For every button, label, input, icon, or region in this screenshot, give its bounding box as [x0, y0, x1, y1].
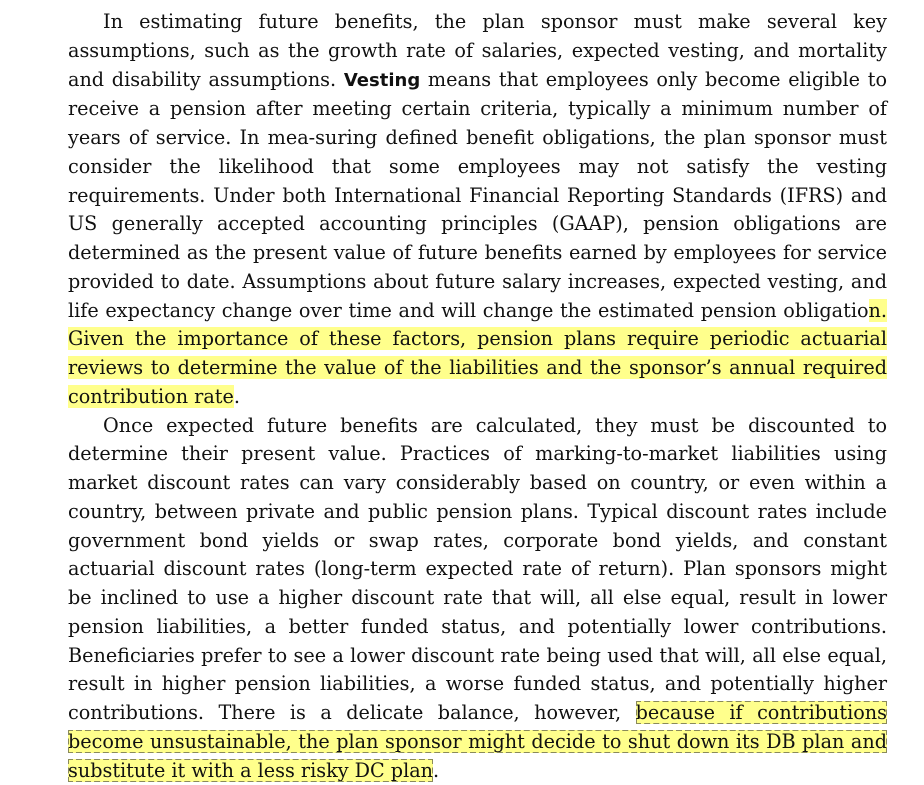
paragraph-text: In estimating future benefits, the plan sponsor must make several key assumptions, such as the growth rate of salaries, expected vesting, and mortality and disability assumptions.: [68, 10, 887, 91]
highlighted-text[interactable]: because if contributions become unsustainable, the plan sponsor might decide to shut down its DB plan and substitute it with a less risky DC plan: [68, 701, 887, 782]
paragraph-text: .: [234, 385, 240, 408]
paragraph-text: means that employees only become eligible to receive a pension after meeting certain criteria, typically a minimum number of years of service. In mea-suring defined benefit obligations, the plan sponsor must consider the likelihood that some employees may not satisfy the vesting requirements. Under both International Financial Reporting Standards (IFRS) and US generally accepted accounting principles (GAAP), pension obligations are determined as the present value of future benefits earned by employees for service provided to date. Assumptions about future salary increases, expected vesting, and life expectancy change over time and will change the estimated pension obligatio: [68, 68, 887, 322]
key-term-vesting: Vesting: [344, 70, 420, 91]
paragraph-text: .: [433, 759, 439, 782]
paragraph-discount-rates: [68, 412, 887, 785]
highlighted-text[interactable]: n. Given the importance of these factors, pension plans require periodic actuarial reviews to determine the value of the liabilities and the sponsor’s annual required contribution rate: [68, 299, 887, 408]
document-body: [68, 8, 887, 785]
paragraph-text: Once expected future benefits are calculated, they must be discounted to determine their present value. Practices of marking-to-market liabilities using market discount rates can vary considerably based on country, or even within a country, between private and public pension plans. Typical discount rates include government bond yields or swap rates, corporate bond yields, and constant actuarial discount rates (long-term expected rate of return). Plan sponsors might be inclined to use a higher discount rate that will, all else equal, result in lower pension liabilities, a better funded status, and potentially lower contributions. Beneficiaries prefer to see a lower discount rate being used that will, all else equal, result in higher pension liabilities, a worse funded status, and potentially higher contributions. There is a delicate balance, however,: [68, 414, 887, 725]
paragraph-assumptions: [68, 8, 887, 412]
